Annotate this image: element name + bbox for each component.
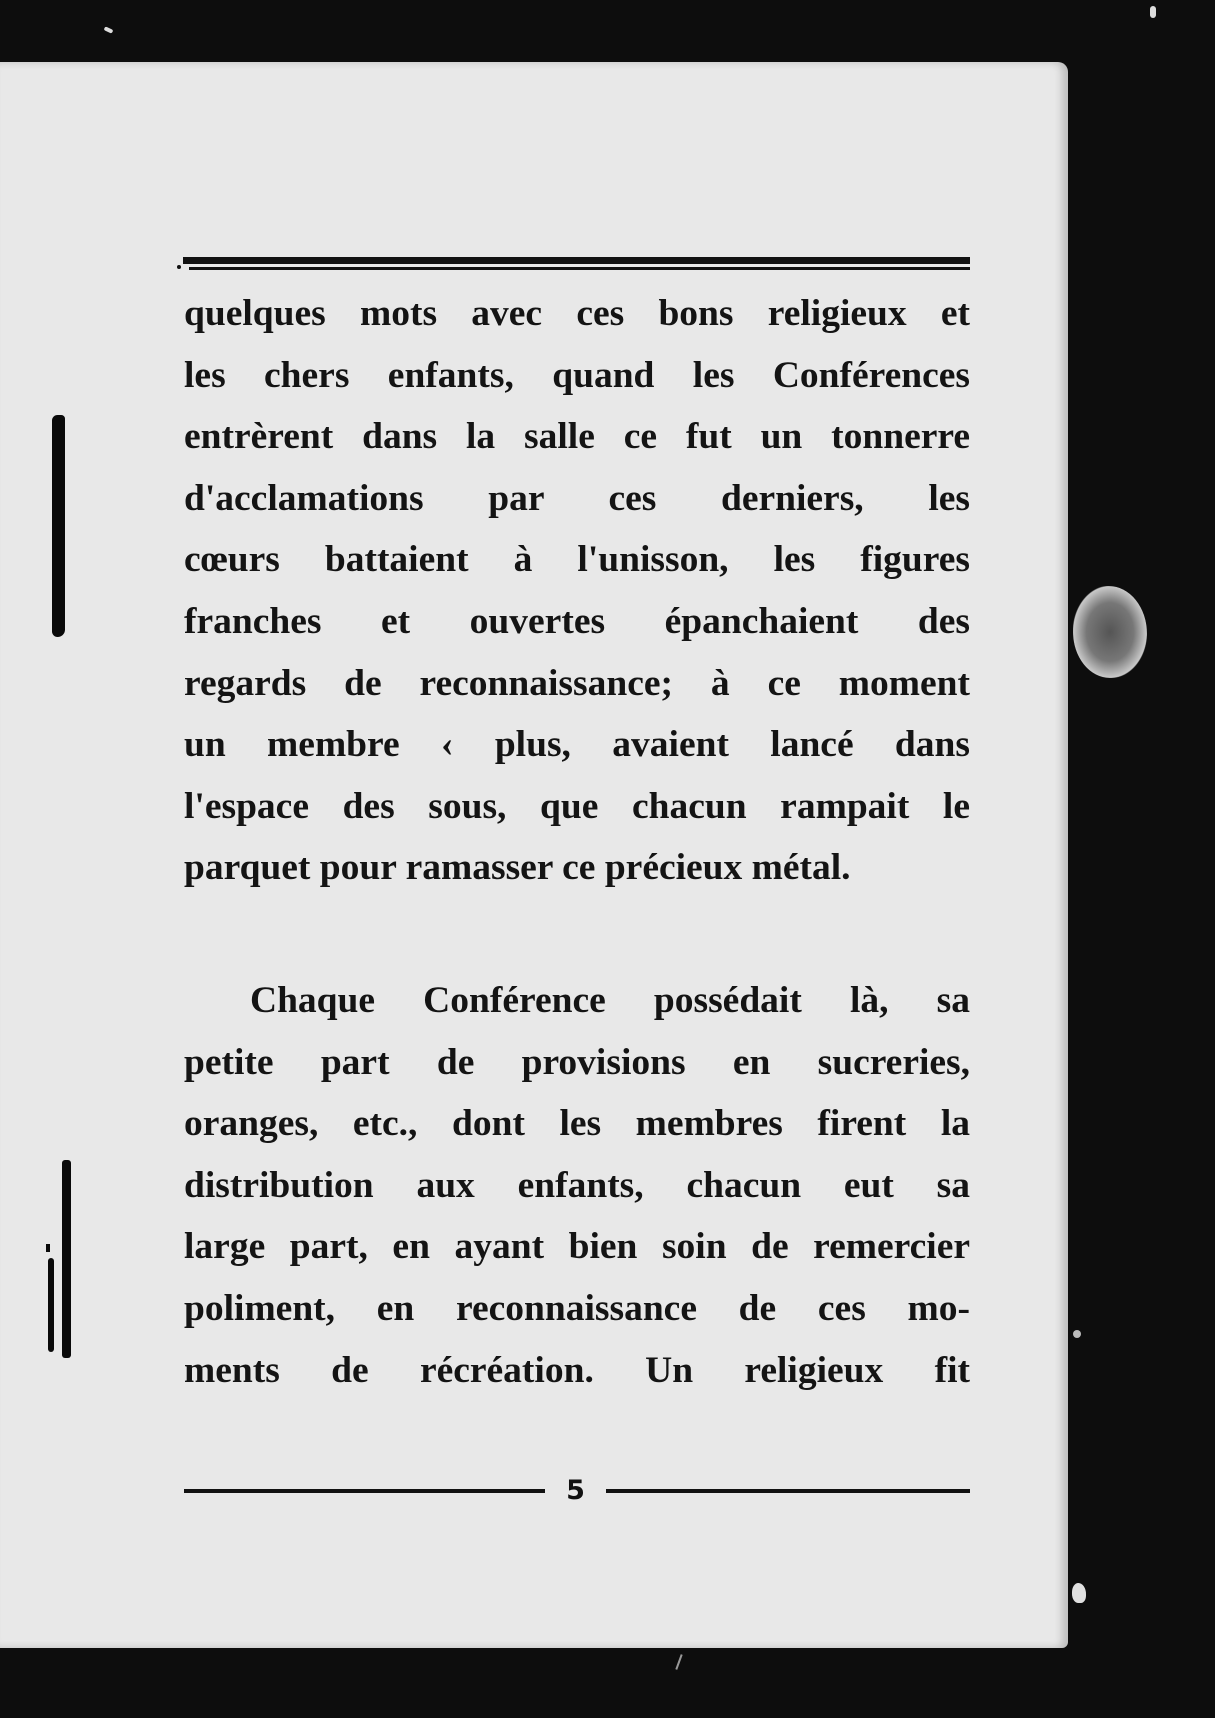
scan-speck — [675, 1654, 682, 1670]
text-line: d'acclamations par ces derniers, les — [184, 477, 970, 519]
text-line: Chaque Conférence possédait là, sa — [250, 980, 970, 1021]
text-line: un membre ‹ plus, avaient lancé dans — [184, 724, 970, 766]
text-line: petite part de provisions en sucreries, — [184, 1041, 970, 1083]
text-line: oranges, etc., dont les membres firent la — [184, 1103, 970, 1145]
scan-speck — [46, 1244, 50, 1252]
footer-rule-left — [184, 1489, 545, 1493]
text-line: regards de reconnaissance; à ce moment — [184, 662, 970, 704]
text-line: les chers enfants, quand les Conférences — [184, 354, 970, 396]
page-number: 5 — [566, 1475, 585, 1506]
scan-blot — [1073, 586, 1147, 678]
text-line: distribution aux enfants, chacun eut sa — [184, 1164, 970, 1206]
text-line: parquet pour ramasser ce précieux métal. — [184, 847, 851, 889]
text-line: franches et ouvertes épanchaient des — [184, 600, 970, 642]
scan-binding-mark — [62, 1160, 71, 1358]
text-line: l'espace des sous, que chacun rampait le — [184, 785, 970, 827]
scan-speck — [1072, 1583, 1086, 1603]
footer-rule-right — [606, 1489, 970, 1493]
paragraph-1 — [184, 283, 970, 899]
text-line: entrèrent dans la salle ce fut un tonnerre — [184, 416, 970, 458]
text-line: cœurs battaient à l'unisson, les figures — [184, 539, 970, 581]
scan-binding-mark — [52, 415, 65, 637]
header-ornamental-rule — [183, 255, 970, 273]
page-footer — [184, 1476, 970, 1506]
text-line: ments de récréation. Un religieux fit — [184, 1349, 970, 1391]
text-line: poliment, en reconnaissance de ces mo- — [184, 1287, 970, 1329]
rule-thin-line — [189, 267, 970, 270]
scan-speck — [104, 26, 114, 33]
scan-binding-mark — [48, 1258, 54, 1352]
text-line: quelques mots avec ces bons religieux et — [184, 293, 970, 334]
scan-speck — [1073, 1330, 1081, 1338]
paragraph-2 — [184, 970, 970, 1401]
text-line: large part, en ayant bien soin de remercier — [184, 1226, 970, 1268]
scan-speck — [1150, 6, 1156, 18]
rule-dot — [177, 265, 181, 269]
rule-thick-line — [183, 257, 970, 264]
